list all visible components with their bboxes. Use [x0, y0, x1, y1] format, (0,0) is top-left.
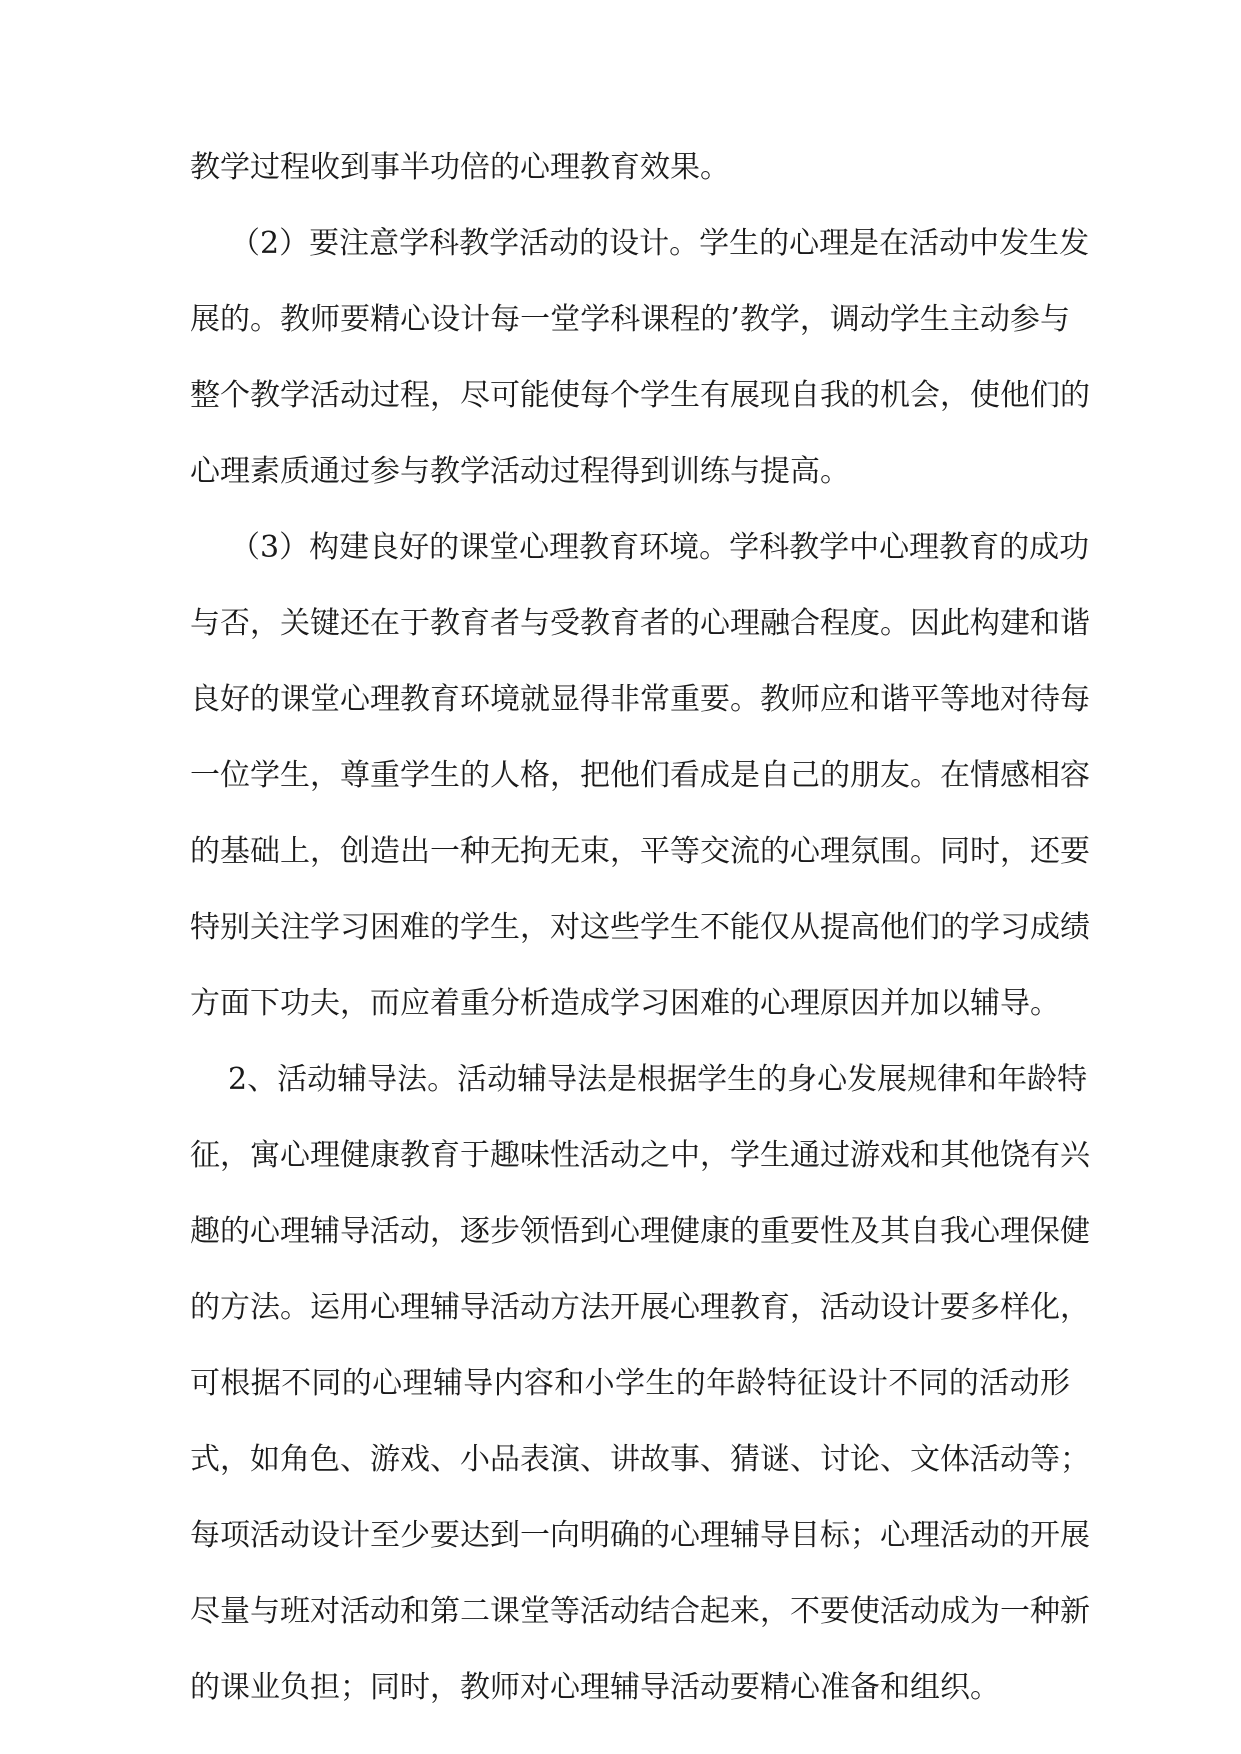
text-line: 2、活动辅导法。活动辅导法是根据学生的身心发展规律和年龄特	[228, 1062, 1088, 1097]
text-line: 教学过程收到事半功倍的心理教育效果。	[190, 150, 730, 185]
text-line: 的课业负担；同时，教师对心理辅导活动要精心准备和组织。	[190, 1670, 1000, 1705]
text-line: 每项活动设计至少要达到一向明确的心理辅导目标；心理活动的开展	[190, 1518, 1090, 1553]
text-line: 的方法。运用心理辅导活动方法开展心理教育，活动设计要多样化，	[190, 1290, 1090, 1325]
text-line: 展的。教师要精心设计每一堂学科课程的’教学，调动学生主动参与	[190, 302, 1070, 337]
text-line: （2）要注意学科教学活动的设计。学生的心理是在活动中发生发	[230, 226, 1090, 261]
text-line: 征，寓心理健康教育于趣味性活动之中，学生通过游戏和其他饶有兴	[190, 1138, 1090, 1173]
text-line: 尽量与班对活动和第二课堂等活动结合起来，不要使活动成为一种新	[190, 1594, 1090, 1629]
text-line: 整个教学活动过程，尽可能使每个学生有展现自我的机会，使他们的	[190, 378, 1090, 413]
text-line: 趣的心理辅导活动，逐步领悟到心理健康的重要性及其自我心理保健	[190, 1214, 1090, 1249]
text-line: 与否，关键还在于教育者与受教育者的心理融合程度。因此构建和谐	[190, 606, 1090, 641]
text-line: 特别关注学习困难的学生，对这些学生不能仅从提高他们的学习成绩	[190, 910, 1090, 945]
text-line: 方面下功夫，而应着重分析造成学习困难的心理原因并加以辅导。	[190, 986, 1060, 1021]
text-line: 良好的课堂心理教育环境就显得非常重要。教师应和谐平等地对待每	[190, 682, 1090, 717]
text-line: 心理素质通过参与教学活动过程得到训练与提高。	[190, 454, 850, 489]
text-line: 式，如角色、游戏、小品表演、讲故事、猜谜、讨论、文体活动等；	[190, 1442, 1090, 1477]
text-line: （3）构建良好的课堂心理教育环境。学科教学中心理教育的成功	[230, 530, 1090, 565]
text-line: 的基础上，创造出一种无拘无束，平等交流的心理氛围。同时，还要	[190, 834, 1090, 869]
text-line: 一位学生，尊重学生的人格，把他们看成是自己的朋友。在情感相容	[190, 758, 1090, 793]
text-line: 可根据不同的心理辅导内容和小学生的年龄特征设计不同的活动形	[190, 1366, 1070, 1401]
